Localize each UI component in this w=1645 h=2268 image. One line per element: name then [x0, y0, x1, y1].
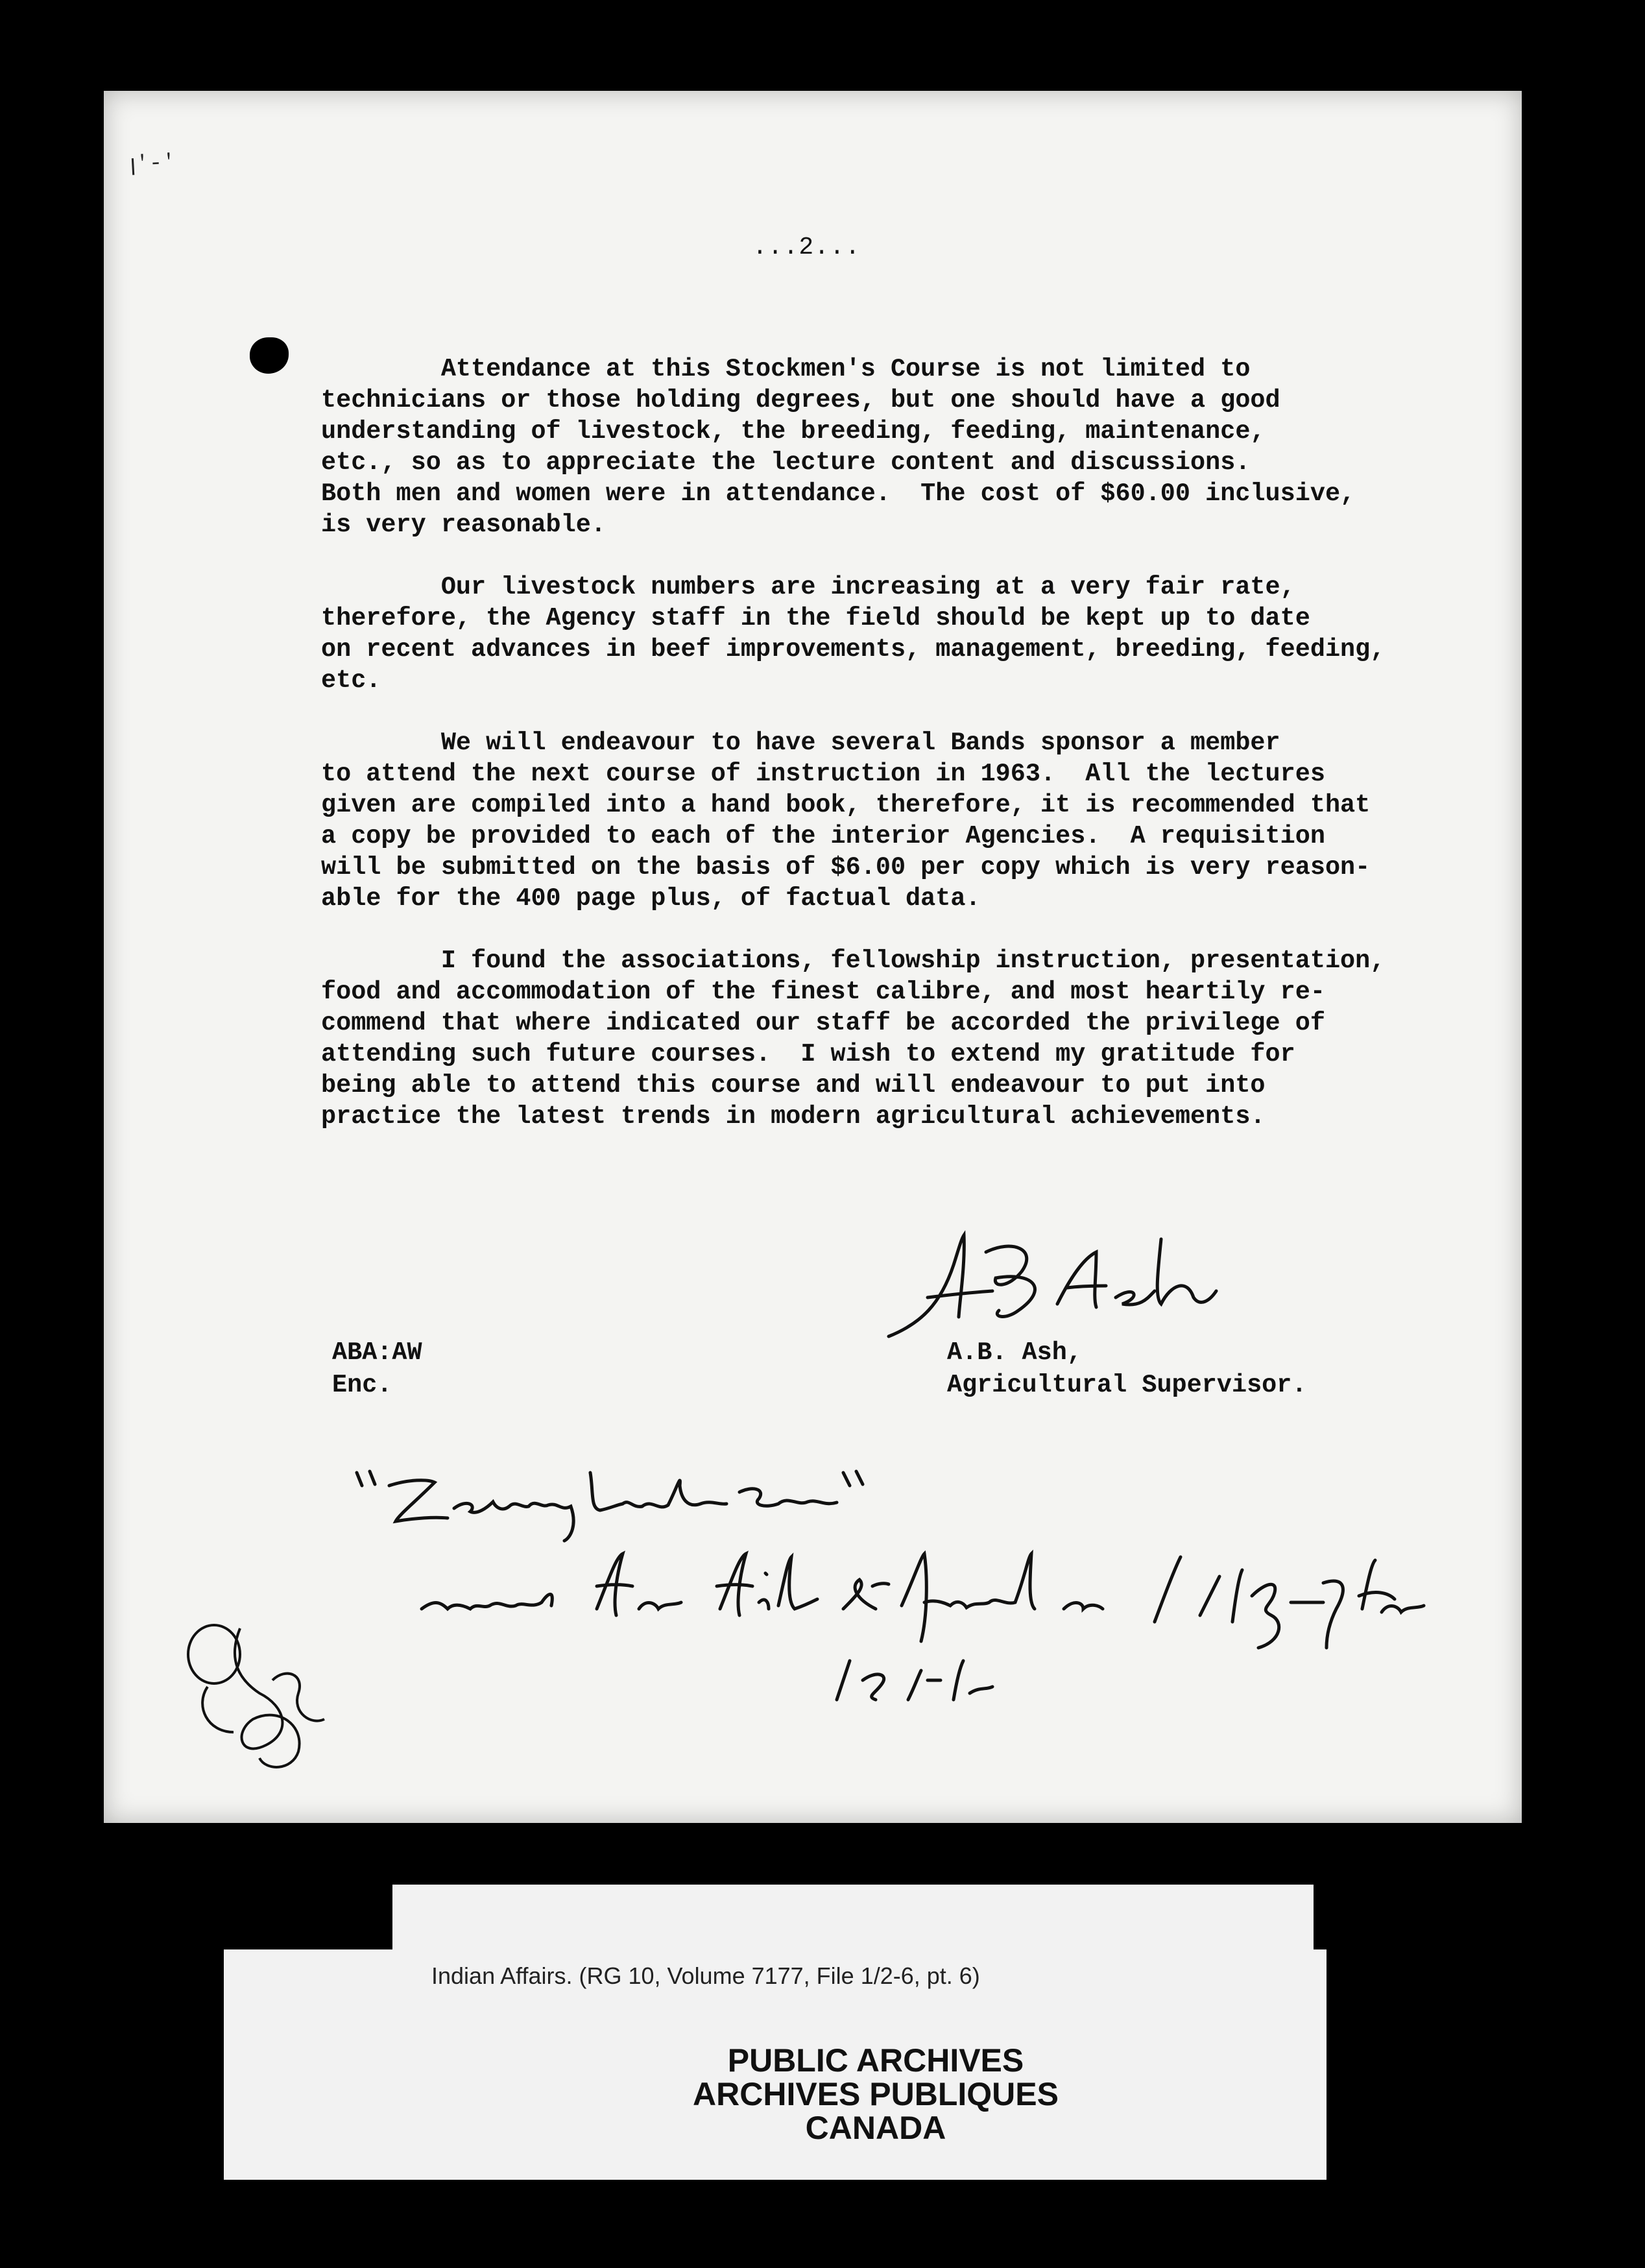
paragraph-gratitude: I found the associations, fellowship instruction, presentation, food and accommodation of the finest calibre, and most heartily re- commend that where indicated our staff be accorded the privilege of attending such future courses. I wish to extend my gratitude for being able to attend this course and will endeavour to put into practice the latest trends in modern agricultural achievements. — [321, 947, 1386, 1131]
reference-initials: ABA:AW Enc. — [332, 1338, 422, 1399]
ink-smudge — [250, 337, 289, 374]
handwritten-annotation — [337, 1447, 1440, 1719]
archives-title-fr: ARCHIVES PUBLIQUES — [693, 2076, 1059, 2112]
paragraph-attendance: Attendance at this Stockmen's Course is not limited to technicians or those holding degrees, but one should have a good understanding of livestock, the breeding, feeding, maintenance, etc., so as to appreciate the lecture content and discussions. Both men and women were in attendance. The cost of $60.00 inclusive, is very reasonable. — [321, 355, 1356, 539]
letter-body — [321, 354, 1463, 1163]
corner-scribble: ꞁꞌ-ꞌ — [129, 151, 176, 178]
paragraph-livestock: Our livestock numbers are increasing at a very fair rate, therefore, the Agency staff in the field should be kept up to date on recent advances in beef improvements, management, breeding, feeding, etc. — [321, 573, 1386, 695]
handwritten-signature — [882, 1226, 1219, 1343]
archives-title — [597, 2044, 1155, 2145]
initials-scribble — [169, 1602, 337, 1784]
page-number: ...2... — [752, 234, 861, 261]
signatory-block: A.B. Ash, Agricultural Supervisor. — [947, 1338, 1307, 1399]
archive-citation: Indian Affairs. (RG 10, Volume 7177, File 1/2-6, pt. 6) — [431, 1962, 980, 1989]
archives-title-country: CANADA — [805, 2110, 946, 2146]
archives-title-en: PUBLIC ARCHIVES — [727, 2042, 1024, 2079]
paragraph-bands: We will endeavour to have several Bands sponsor a member to attend the next course of instruction in 1963. All the lectures given are compiled into a hand book, therefore, it is recommended that a copy be provided to each of the interior Agencies. A requisition will be submitted on the basis of $6.00 per copy which is very reason- able for the 400 page plus, of factual data. — [321, 729, 1371, 913]
